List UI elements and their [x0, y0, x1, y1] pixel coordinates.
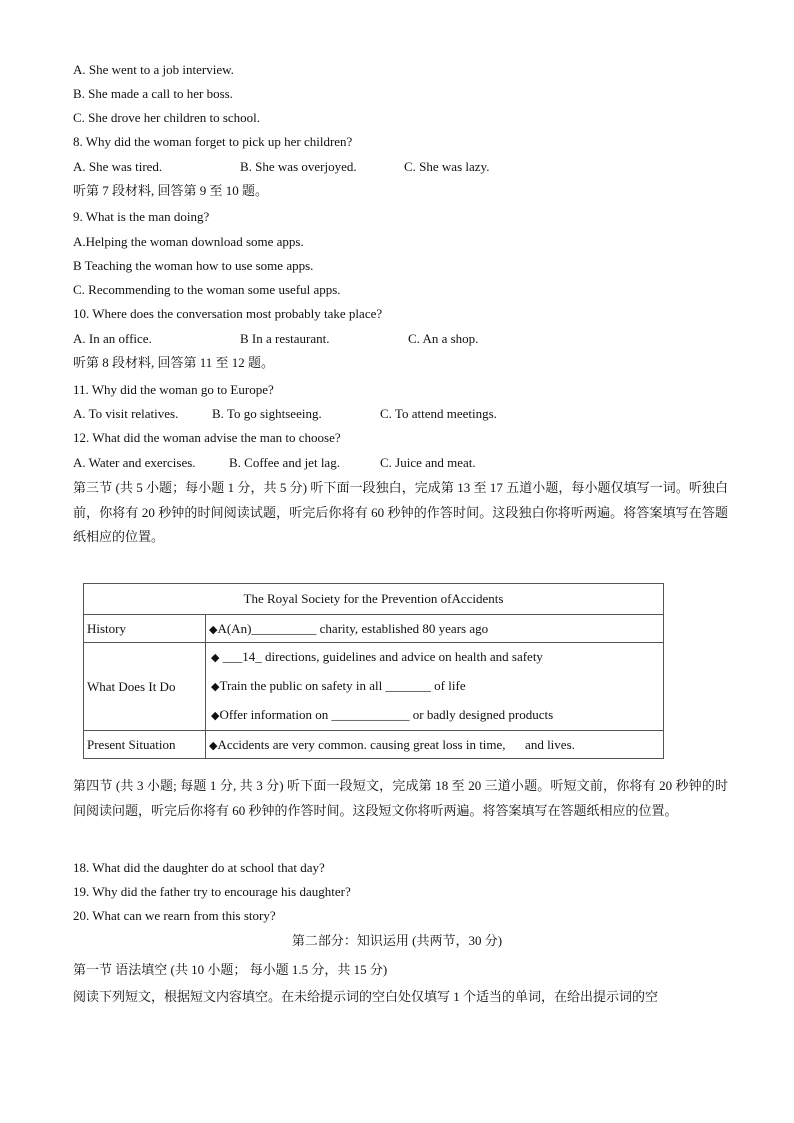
table-title: The Royal Society for the Prevention ofAccidents — [84, 584, 664, 615]
question-18: 18. What did the daughter do at school that day? — [73, 860, 325, 875]
what-item: ◆Train the public on safety in all _______ of life — [211, 678, 466, 693]
what-cell — [206, 643, 664, 731]
option-8a: A. She was tired. — [73, 159, 163, 174]
history-text: A(An)__________ charity, established 80 years ago — [217, 620, 489, 636]
question-11: 11. Why did the woman go to Europe? — [73, 382, 274, 397]
section-8-intro: 听第 8 段材料, 回答第 11 至 12 题。 — [73, 355, 275, 370]
option-8b: B. She was overjoyed. — [240, 159, 357, 174]
bullet-icon: ◆ — [211, 710, 220, 722]
part-4-instructions: 第四节 (共 3 小题; 每题 1 分, 共 3 分) 听下面一段短文，完成第 18 至 20 三道小题。听短文前，你将有 20 秒钟的时间阅读问题，听完后你将有 60 秒钟的作答时间。这段短文你将听两遍。将答案填写在答题纸相应的位置。 — [73, 778, 728, 818]
option-9a: A.Helping the woman download some apps. — [73, 234, 304, 249]
option-7b: B. She made a call to her boss. — [73, 86, 233, 101]
question-20: 20. What can we rearn from this story? — [73, 908, 276, 923]
history-cell — [206, 615, 664, 643]
history-label: History — [84, 615, 206, 643]
section-1-heading: 第一节 语法填空 (共 10 小题； 每小题 1.5 分，共 15 分) — [73, 962, 388, 977]
option-10c: C. An a shop. — [408, 331, 479, 346]
question-11-options — [73, 406, 497, 422]
question-12: 12. What did the woman advise the man to choose? — [73, 430, 341, 445]
present-text: Accidents are very common. causing great loss in time, and lives. — [217, 736, 575, 752]
option-7c: C. She drove her children to school. — [73, 110, 261, 125]
bullet-icon: ◆ — [209, 739, 218, 752]
reading-instructions: 阅读下列短文，根据短文内容填空。在未给提示词的空白处仅填写 1 个适当的单词，在给出提示词的空 — [73, 989, 659, 1004]
option-11b: B. To go sightseeing. — [212, 406, 322, 421]
bullet-icon: ◆ — [209, 623, 218, 636]
option-12a: A. Water and exercises. — [73, 455, 196, 470]
part-3-instructions: 第三节 (共 5 小题；每小题 1 分，共 5 分) 听下面一段独白，完成第 13 至 17 五道小题，每小题仅填写一词。听独白前，你将有 20 秒钟的时间阅读试题，听完后你将有 60 秒钟的作答时间。这段独白你将听两遍。将答案填写在答题纸相应的位置。 — [73, 480, 728, 544]
question-10-options — [73, 331, 478, 347]
section-7-intro: 听第 7 段材料, 回答第 9 至 10 题。 — [73, 183, 269, 198]
question-10: 10. Where does the conversation most probably take place? — [73, 306, 383, 321]
bullet-icon: ◆ — [211, 652, 220, 664]
option-12c: C. Juice and meat. — [380, 455, 476, 470]
option-11c: C. To attend meetings. — [380, 406, 497, 421]
present-label: Present Situation — [84, 731, 206, 759]
option-7a: A. She went to a job interview. — [73, 62, 234, 77]
what-label: What Does It Do — [84, 643, 206, 731]
question-9: 9. What is the man doing? — [73, 209, 210, 224]
bullet-icon: ◆ — [211, 681, 220, 693]
what-item: ◆ ___14_ directions, guidelines and advice on health and safety — [211, 649, 543, 664]
question-19: 19. Why did the father try to encourage his daughter? — [73, 884, 351, 899]
option-12b: B. Coffee and jet lag. — [229, 455, 340, 470]
option-9c: C. Recommending to the woman some useful apps. — [73, 282, 341, 297]
what-item: ◆Offer information on ____________ or badly designed products — [211, 707, 554, 722]
question-8-options — [73, 159, 489, 175]
option-9b: B Teaching the woman how to use some apps. — [73, 258, 314, 273]
question-8: 8. Why did the woman forget to pick up her children? — [73, 134, 353, 149]
question-12-options — [73, 455, 476, 471]
option-10b: B In a restaurant. — [240, 331, 330, 346]
part-2-heading: 第二部分：知识运用 (共两节，30 分) — [291, 933, 503, 948]
info-table — [83, 583, 664, 759]
option-8c: C. She was lazy. — [404, 159, 490, 174]
option-10a: A. In an office. — [73, 331, 152, 346]
present-cell — [206, 731, 664, 759]
option-11a: A. To visit relatives. — [73, 406, 179, 421]
